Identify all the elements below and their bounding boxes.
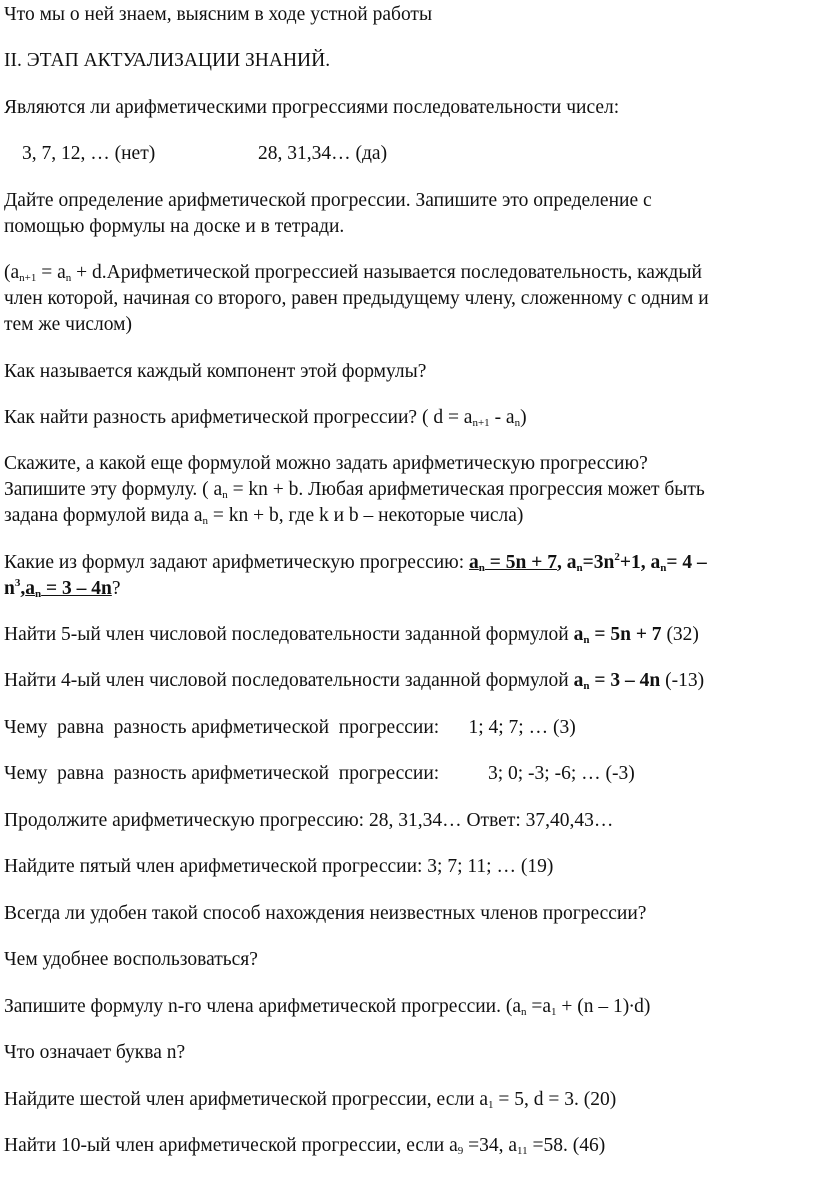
text-line: помощью формулы на доске и в тетради. bbox=[4, 216, 345, 237]
subscript: 1 bbox=[488, 1099, 494, 1111]
text-line bbox=[4, 576, 120, 602]
superscript: 3 bbox=[14, 577, 21, 589]
sequence-example-1: 3, 7, 12, … (нет) bbox=[22, 143, 156, 164]
section-heading: II. ЭТАП АКТУАЛИЗАЦИИ ЗНАНИЙ. bbox=[4, 50, 331, 71]
question-line bbox=[4, 405, 527, 431]
task-line bbox=[4, 994, 650, 1020]
question-mark: ? bbox=[111, 578, 121, 599]
subscript: n bbox=[576, 562, 583, 574]
answer-text: задана формулой вида a bbox=[4, 505, 203, 526]
question-line: Скажите, а какой еще формулой можно задать арифметическую прогрессию? bbox=[4, 453, 648, 474]
question-text: Запишите эту формулу. ( a bbox=[4, 479, 223, 500]
task-line: Чему равна разность арифметической прогрессии: 1; 4; 7; … (3) bbox=[4, 717, 576, 738]
formula-text: n bbox=[4, 578, 15, 599]
text-line: тем же числом) bbox=[4, 314, 132, 335]
text-line: Дайте определение арифметической прогрессии. Запишите это определение с bbox=[4, 190, 652, 211]
answer-text: =58. (46) bbox=[527, 1135, 606, 1156]
question-line bbox=[4, 550, 707, 576]
definition-text: + d.Арифметической прогрессией называется последовательность, каждый bbox=[71, 262, 702, 283]
answer-text: = kn + b. Любая арифметическая прогрессия может быть bbox=[227, 479, 705, 500]
task-text: Найти 5-ый член числовой последовательности заданной формулой bbox=[4, 624, 574, 645]
subscript: n bbox=[583, 634, 590, 646]
task-text: Найти 4-ый член числовой последовательности заданной формулой bbox=[4, 670, 574, 691]
subscript: 11 bbox=[517, 1145, 528, 1157]
superscript: 2 bbox=[614, 551, 620, 563]
formula-text: a bbox=[469, 552, 479, 573]
text-line: член которой, начиная со второго, равен предыдущему члену, сложенному с одним и bbox=[4, 288, 709, 309]
formula-text: =34, a bbox=[463, 1135, 518, 1156]
subscript: n bbox=[478, 562, 485, 574]
formula-text: = 3 – 4n bbox=[41, 578, 112, 599]
task-line bbox=[4, 1133, 605, 1159]
text-line bbox=[4, 503, 523, 529]
formula-text: =a bbox=[526, 996, 552, 1017]
formula-text: a bbox=[25, 578, 35, 599]
question-line: Всегда ли удобен такой способ нахождения неизвестных членов прогрессии? bbox=[4, 903, 647, 924]
task-line bbox=[4, 1087, 616, 1113]
subscript: n bbox=[521, 1006, 527, 1018]
subscript: 1 bbox=[551, 1006, 557, 1018]
subscript: n bbox=[514, 417, 521, 429]
task-line: Продолжите арифметическую прогрессию: 28, 31,34… Ответ: 37,40,43… bbox=[4, 810, 614, 831]
formula-text: +1, a bbox=[619, 552, 661, 573]
task-text: Запишите формулу n-го члена арифметической прогрессии. (a bbox=[4, 996, 521, 1017]
formula-text: = 4 – bbox=[666, 552, 707, 573]
question-text: Как найти разность арифметической прогрессии? ( d = a bbox=[4, 407, 473, 428]
subscript: 9 bbox=[457, 1145, 464, 1157]
subscript: n+1 bbox=[472, 417, 490, 429]
question-text: Какие из формул задают арифметическую прогрессию: bbox=[4, 552, 470, 573]
formula-text: = 5n + 7 bbox=[484, 552, 557, 573]
formula-text: ) bbox=[520, 407, 527, 428]
formula-text: = 3 – 4n bbox=[589, 670, 661, 691]
answer-text: = 5, d = 3. (20) bbox=[493, 1089, 617, 1110]
formula-text: + (n – 1)∙d) bbox=[556, 996, 651, 1017]
subscript: n bbox=[660, 562, 667, 574]
text-line bbox=[4, 477, 705, 503]
formula-text: - a bbox=[489, 407, 515, 428]
formula-text: a bbox=[573, 670, 584, 691]
answer-text: (-13) bbox=[660, 670, 705, 691]
text-line: Что мы о ней знаем, выясним в ходе устной работы bbox=[4, 4, 433, 25]
formula-text: =3n bbox=[582, 552, 615, 573]
formula-text: a bbox=[573, 624, 584, 645]
text-line: Являются ли арифметическими прогрессиями последовательности чисел: bbox=[4, 97, 620, 118]
sequence-example-2: 28, 31,34… (да) bbox=[258, 143, 388, 164]
formula-text: = a bbox=[36, 262, 66, 283]
subscript: n bbox=[222, 489, 228, 501]
definition-line bbox=[4, 260, 702, 286]
task-line: Чему равна разность арифметической прогрессии: 3; 0; -3; -6; … (-3) bbox=[4, 763, 635, 784]
formula-text: , bbox=[20, 578, 26, 599]
formula-text: , a bbox=[556, 552, 577, 573]
question-line: Чем удобнее воспользоваться? bbox=[4, 949, 258, 970]
question-line: Что означает буква n? bbox=[4, 1042, 186, 1063]
subscript: n bbox=[65, 272, 72, 284]
subscript: n bbox=[34, 588, 42, 600]
subscript: n bbox=[583, 680, 590, 692]
subscript: n bbox=[202, 515, 209, 527]
formula-text: = 5n + 7 bbox=[589, 624, 662, 645]
formula-text: (a bbox=[4, 262, 20, 283]
task-line bbox=[4, 622, 699, 648]
task-text: Найти 10-ый член арифметической прогрессии, если a bbox=[4, 1135, 458, 1156]
task-text: Найдите шестой член арифметической прогрессии, если a bbox=[4, 1089, 489, 1110]
task-line: Найдите пятый член арифметической прогрессии: 3; 7; 11; … (19) bbox=[4, 856, 554, 877]
question-line: Как называется каждый компонент этой формулы? bbox=[4, 361, 427, 382]
subscript: n+1 bbox=[19, 272, 37, 284]
task-line bbox=[4, 668, 704, 694]
answer-text: = kn + b, где k и b – некоторые числа) bbox=[208, 505, 524, 526]
answer-text: (32) bbox=[661, 624, 699, 645]
